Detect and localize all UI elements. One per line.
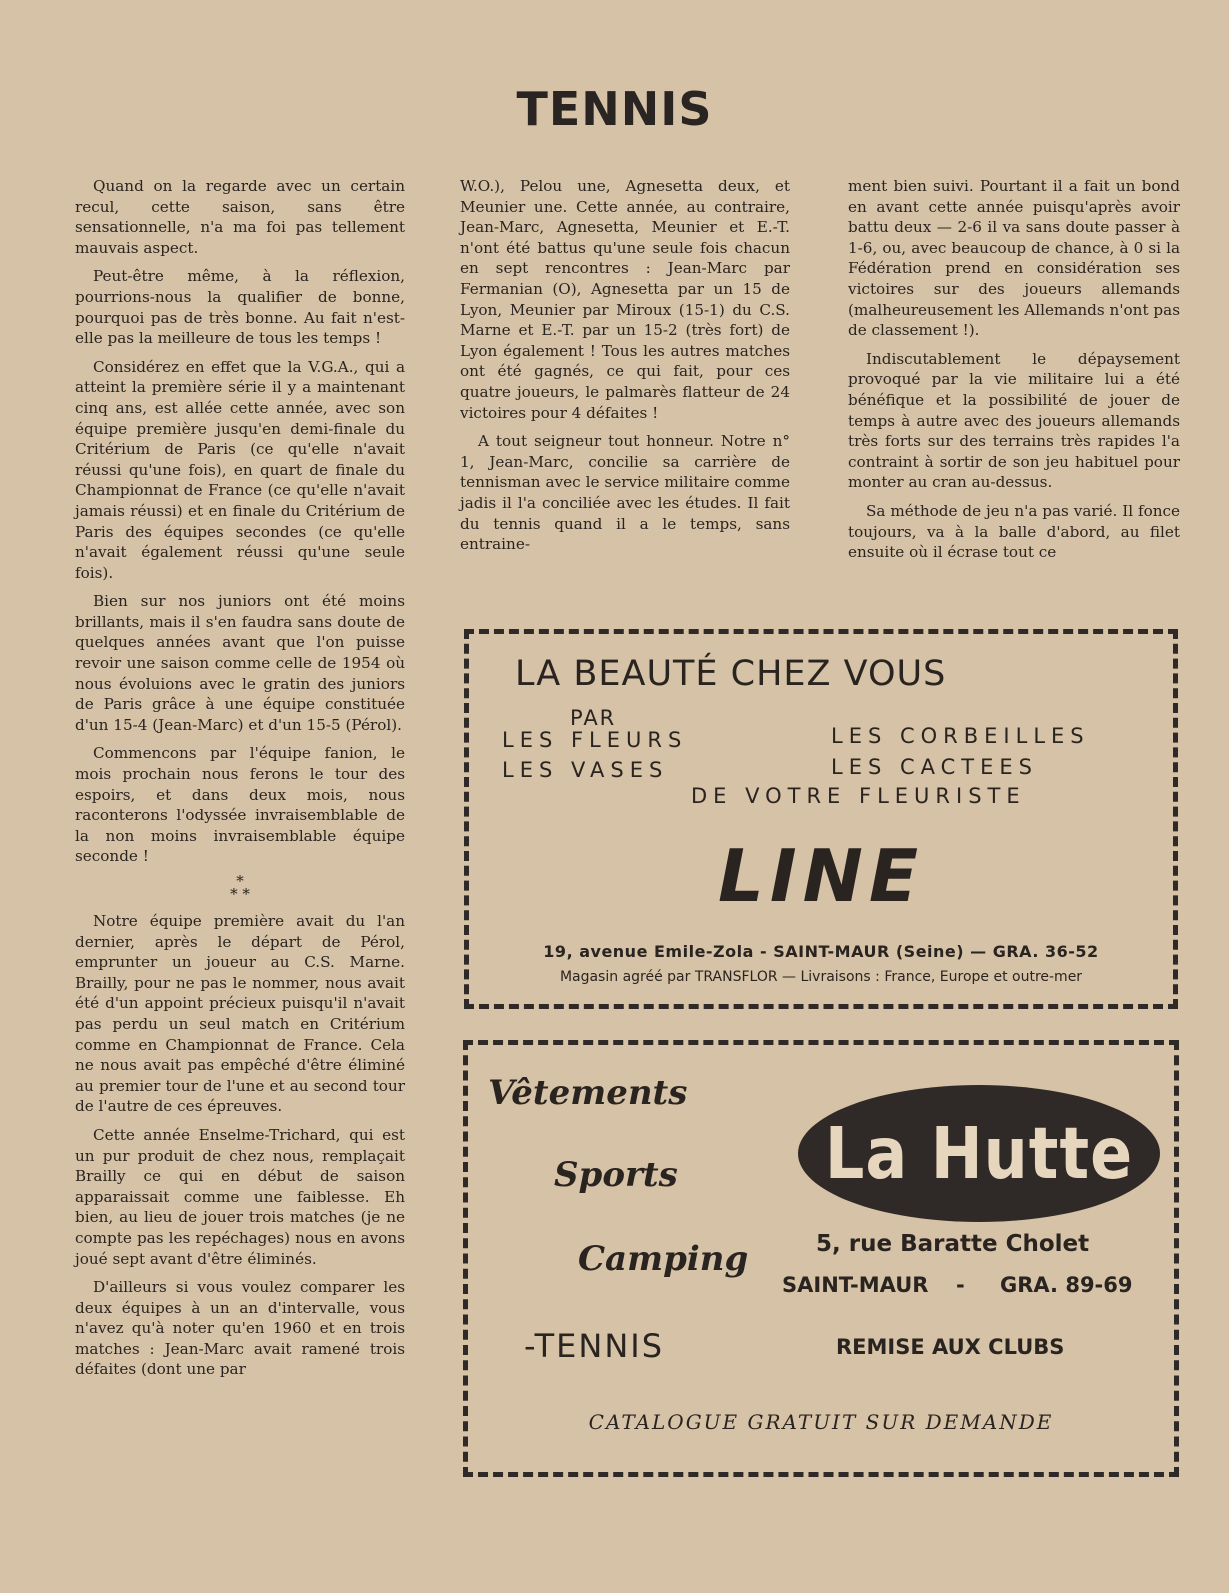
paragraph: Peut-être même, à la réflexion, pourrions-nous la qualifier de bonne, pourquoi pas de très bonne. Au fait n'est-elle pas la meilleure de tous les temps !: [75, 267, 405, 348]
ad-camping: Camping: [578, 1239, 749, 1279]
paragraph: W.O.), Pelou une, Agnesetta deux, et Meunier une. Cette année, au contraire, Jean-Marc, Agnesetta, Meunier et E.-T. n'ont été battus qu'une seule fois chacun en sept rencontres : Jean-Marc par Fermanian (O), Agnesetta par un 15 de Lyon, Meunier par Miroux (15-1) du C.S. Marne et E.-T. par un 15-2 (très fort) de Lyon également ! Tous les autres matches ont été gagnés, ce qui fait, pour ces quatre joueurs, le palmarès flatteur de 24 victoires pour 4 défaites !: [460, 177, 790, 422]
ad-item: LES CACTEES: [831, 755, 1038, 779]
paragraph: Bien sur nos juniors ont été moins brillants, mais il s'en faudra sans doute de quelques années avant que l'on puisse revoir une saison comme celle de 1954 où nous évoluions avec le gratin des juniors de Paris grâce à une équipe constituée d'un 15-4 (Jean-Marc) et d'un 15-5 (Pérol).: [75, 592, 405, 734]
ad-hutte-address: 5, rue Baratte Cholet: [816, 1231, 1090, 1257]
paragraph: Sa méthode de jeu n'a pas varié. Il fonce toujours, va à la balle d'abord, au filet ensuite où il écrase tout ce: [848, 501, 1180, 562]
ad-hutte-separator: -: [956, 1273, 965, 1297]
paragraph: A tout seigneur tout honneur. Notre n° 1, Jean-Marc, concilie sa carrière de tennisman avec le service militaire comme jadis il l'a conciliée avec les études. Il fait du tennis quand il a le temps, sans entraine-: [460, 432, 790, 554]
florist-advertisement: [464, 629, 1178, 1009]
ad-hutte-city: SAINT-MAUR: [782, 1273, 929, 1297]
la-hutte-logo-text: La Hutte: [824, 1111, 1134, 1196]
ad-hutte-catalogue: CATALOGUE GRATUIT SUR DEMANDE: [588, 1410, 1054, 1434]
paragraph: Commencons par l'équipe fanion, le mois prochain nous ferons le tour des espoirs, et dans deux mois, nous raconterons l'odyssée invraisemblable de la non moins invraisemblable équipe seconde !: [75, 744, 405, 866]
paragraph: Notre équipe première avait du l'an dernier, après le départ de Pérol, emprunter un joueur au C.S. Marne. Brailly, pour ne pas le nommer, nous avait été d'un appoint précieux puisqu'il n'avait pas perdu un seul match en Critérium comme en Championnat de France. Cela ne nous avait pas empêché d'être éliminé au premier tour de l'une et au second tour de l'autre de ces épreuves.: [75, 912, 405, 1116]
ad-address: 19, avenue Emile-Zola - SAINT-MAUR (Seine) — GRA. 36-52: [543, 942, 1099, 961]
la-hutte-advertisement: [463, 1040, 1179, 1477]
ad-hutte-remise: REMISE AUX CLUBS: [836, 1335, 1065, 1359]
ad-vetements: Vêtements: [488, 1073, 688, 1113]
ad-item: LES FLEURS: [502, 728, 688, 752]
paragraph: Indiscutablement le dépaysement provoqué par la vie militaire lui a été bénéfique et la possibilité de jouer de temps à autre avec des joueurs allemands très forts sur des terrains très rapides l'a contraint à sortir de son jeu habituel pour monter au cran au-dessus.: [848, 349, 1180, 492]
ad-fleuriste: DE VOTRE FLEURISTE: [691, 784, 1026, 808]
paragraph: Considérez en effet que la V.G.A., qui a atteint la première série il y a maintenant cinq ans, est allée cette année, avec son équipe première jusqu'en demi-finale du Critérium de Paris (ce qu'elle n'avait réussi qu'une fois), en quart de finale du Championnat de France (ce qu'elle n'avait jamais réussi) et en finale du Critérium de Paris des équipes secondes (ce qu'elle n'avait également réussi qu'une seule fois).: [75, 357, 405, 582]
page-title: TENNIS: [516, 82, 713, 136]
ad-sports: Sports: [554, 1155, 678, 1195]
ad-tennis: -TENNIS: [524, 1327, 664, 1365]
article-column-3: [848, 176, 1180, 571]
article-column-1: [75, 176, 405, 1388]
ad-item: LES VASES: [502, 758, 669, 782]
ad-headline: LA BEAUTÉ CHEZ VOUS: [515, 654, 947, 694]
section-separator: [75, 872, 405, 903]
ad-par: PAR: [570, 706, 617, 730]
ad-hutte-phone: GRA. 89-69: [1000, 1273, 1133, 1297]
paragraph: Cette année Enselme-Trichard, qui est un pur produit de chez nous, remplaçait Brailly ce qui en début de saison apparaissait comme une faiblesse. Eh bien, au lieu de jouer trois matches (je ne compte pas les repéchages) nous en avons joué sept avant d'être éliminés.: [75, 1125, 405, 1268]
paragraph: ment bien suivi. Pourtant il a fait un bond en avant cette année puisqu'après avoir battu deux — 2-6 il va sans doute passer à 1-6, ou, avec beaucoup de chance, à 0 si la Fédération prend en considération ses victoires sur des joueurs allemands (malheureusement les Allemands n'ont pas de classement !).: [848, 177, 1180, 340]
la-hutte-logo: [798, 1085, 1160, 1222]
paragraph: Quand on la regarde avec un certain recul, cette saison, sans être sensationnelle, n'a ma foi pas tellement mauvais aspect.: [75, 177, 405, 257]
ad-agree: Magasin agréé par TRANSFLOR — Livraisons : France, Europe et outre-mer: [559, 969, 1083, 985]
ad-item: LES CORBEILLES: [831, 724, 1090, 748]
ad-brand-line: LINE: [717, 834, 925, 918]
paragraph: D'ailleurs si vous voulez comparer les deux équipes à un an d'intervalle, vous n'avez qu'à noter qu'en 1960 et en trois matches : Jean-Marc avait ramené trois défaites (dont une par: [75, 1278, 405, 1379]
article-column-2: [460, 176, 790, 563]
separator-star: *: [236, 872, 244, 890]
separator-stars: * *: [230, 885, 250, 903]
